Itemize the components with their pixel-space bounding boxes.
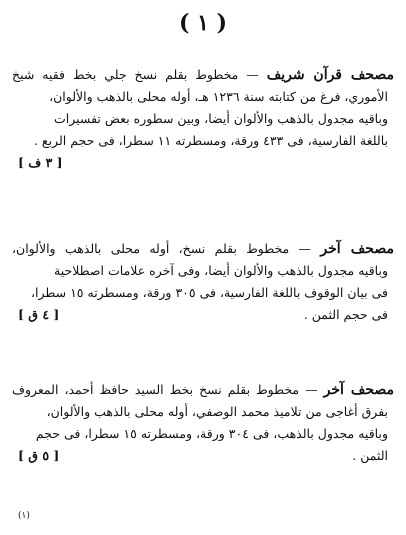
- entry-text: — مخطوط بقلم نسخ، أوله محلى بالذهب والألوان،: [12, 241, 312, 256]
- entry-line: باللغة الفارسية، فى ٤٣٣ ورقة، ومسطرته ١١ سطرا، فى حجم الربع .: [33, 133, 388, 148]
- entry-text: — مخطوط بقلم نسخ جلي بخط فقيه شيخ: [12, 67, 259, 82]
- entry-first-line: [12, 238, 394, 260]
- entry-line: وباقيه مجدول بالذهب، فى ٣٠٤ ورقة، ومسطرته ١٥ سطرا، فى حجم: [35, 426, 388, 441]
- entry-line: وباقيه مجدول بالذهب والألوان أيضا، وبين سطوره بعض تفسيرات: [54, 111, 388, 126]
- catalog-entry: [12, 64, 394, 174]
- entry-text: فى حجم الثمن .: [303, 307, 388, 322]
- catalog-entry: [12, 238, 394, 326]
- footnote-marker: (١): [18, 511, 30, 521]
- entry-reference: [ ٤ ق ]: [18, 307, 60, 322]
- entry-last-line: [12, 445, 394, 467]
- entry-first-line: [12, 64, 394, 86]
- entry-reference: [ ٥ ق ]: [18, 448, 60, 463]
- entry-text: الثمن .: [352, 448, 388, 463]
- catalog-entry: [12, 379, 394, 467]
- entry-reference: [ ٣ ف ]: [18, 155, 63, 170]
- entry-line: بفرق أغاجى من تلاميذ محمد الوصفي، أوله محلى بالذهب والألوان،: [46, 404, 388, 419]
- entry-first-line: [12, 379, 394, 401]
- page-number: ( ١ ): [179, 10, 227, 36]
- entry-heading: مصحف آخر: [323, 382, 394, 398]
- entry-line: فى بيان الوقوف باللغة الفارسية، فى ٣٠٥ ورقة، ومسطرته ١٥ سطرا،: [30, 285, 388, 300]
- entry-text: — مخطوط بقلم نسخ بخط السيد حافظ أحمد، المعروف: [12, 382, 318, 397]
- entry-heading: مصحف آخر: [320, 241, 394, 257]
- entry-line: وباقيه مجدول بالذهب والألوان أيضا، وفى آخره علامات اصطلاحية: [54, 263, 388, 278]
- entry-ref-line: [12, 152, 394, 174]
- entry-last-line: [12, 304, 394, 326]
- entry-heading: مصحف قرآن شريف: [266, 67, 394, 83]
- entry-line: الأموري، فرغ من كتابته سنة ١٢٣٦ هـ، أوله محلى بالذهب والألوان،: [49, 89, 388, 104]
